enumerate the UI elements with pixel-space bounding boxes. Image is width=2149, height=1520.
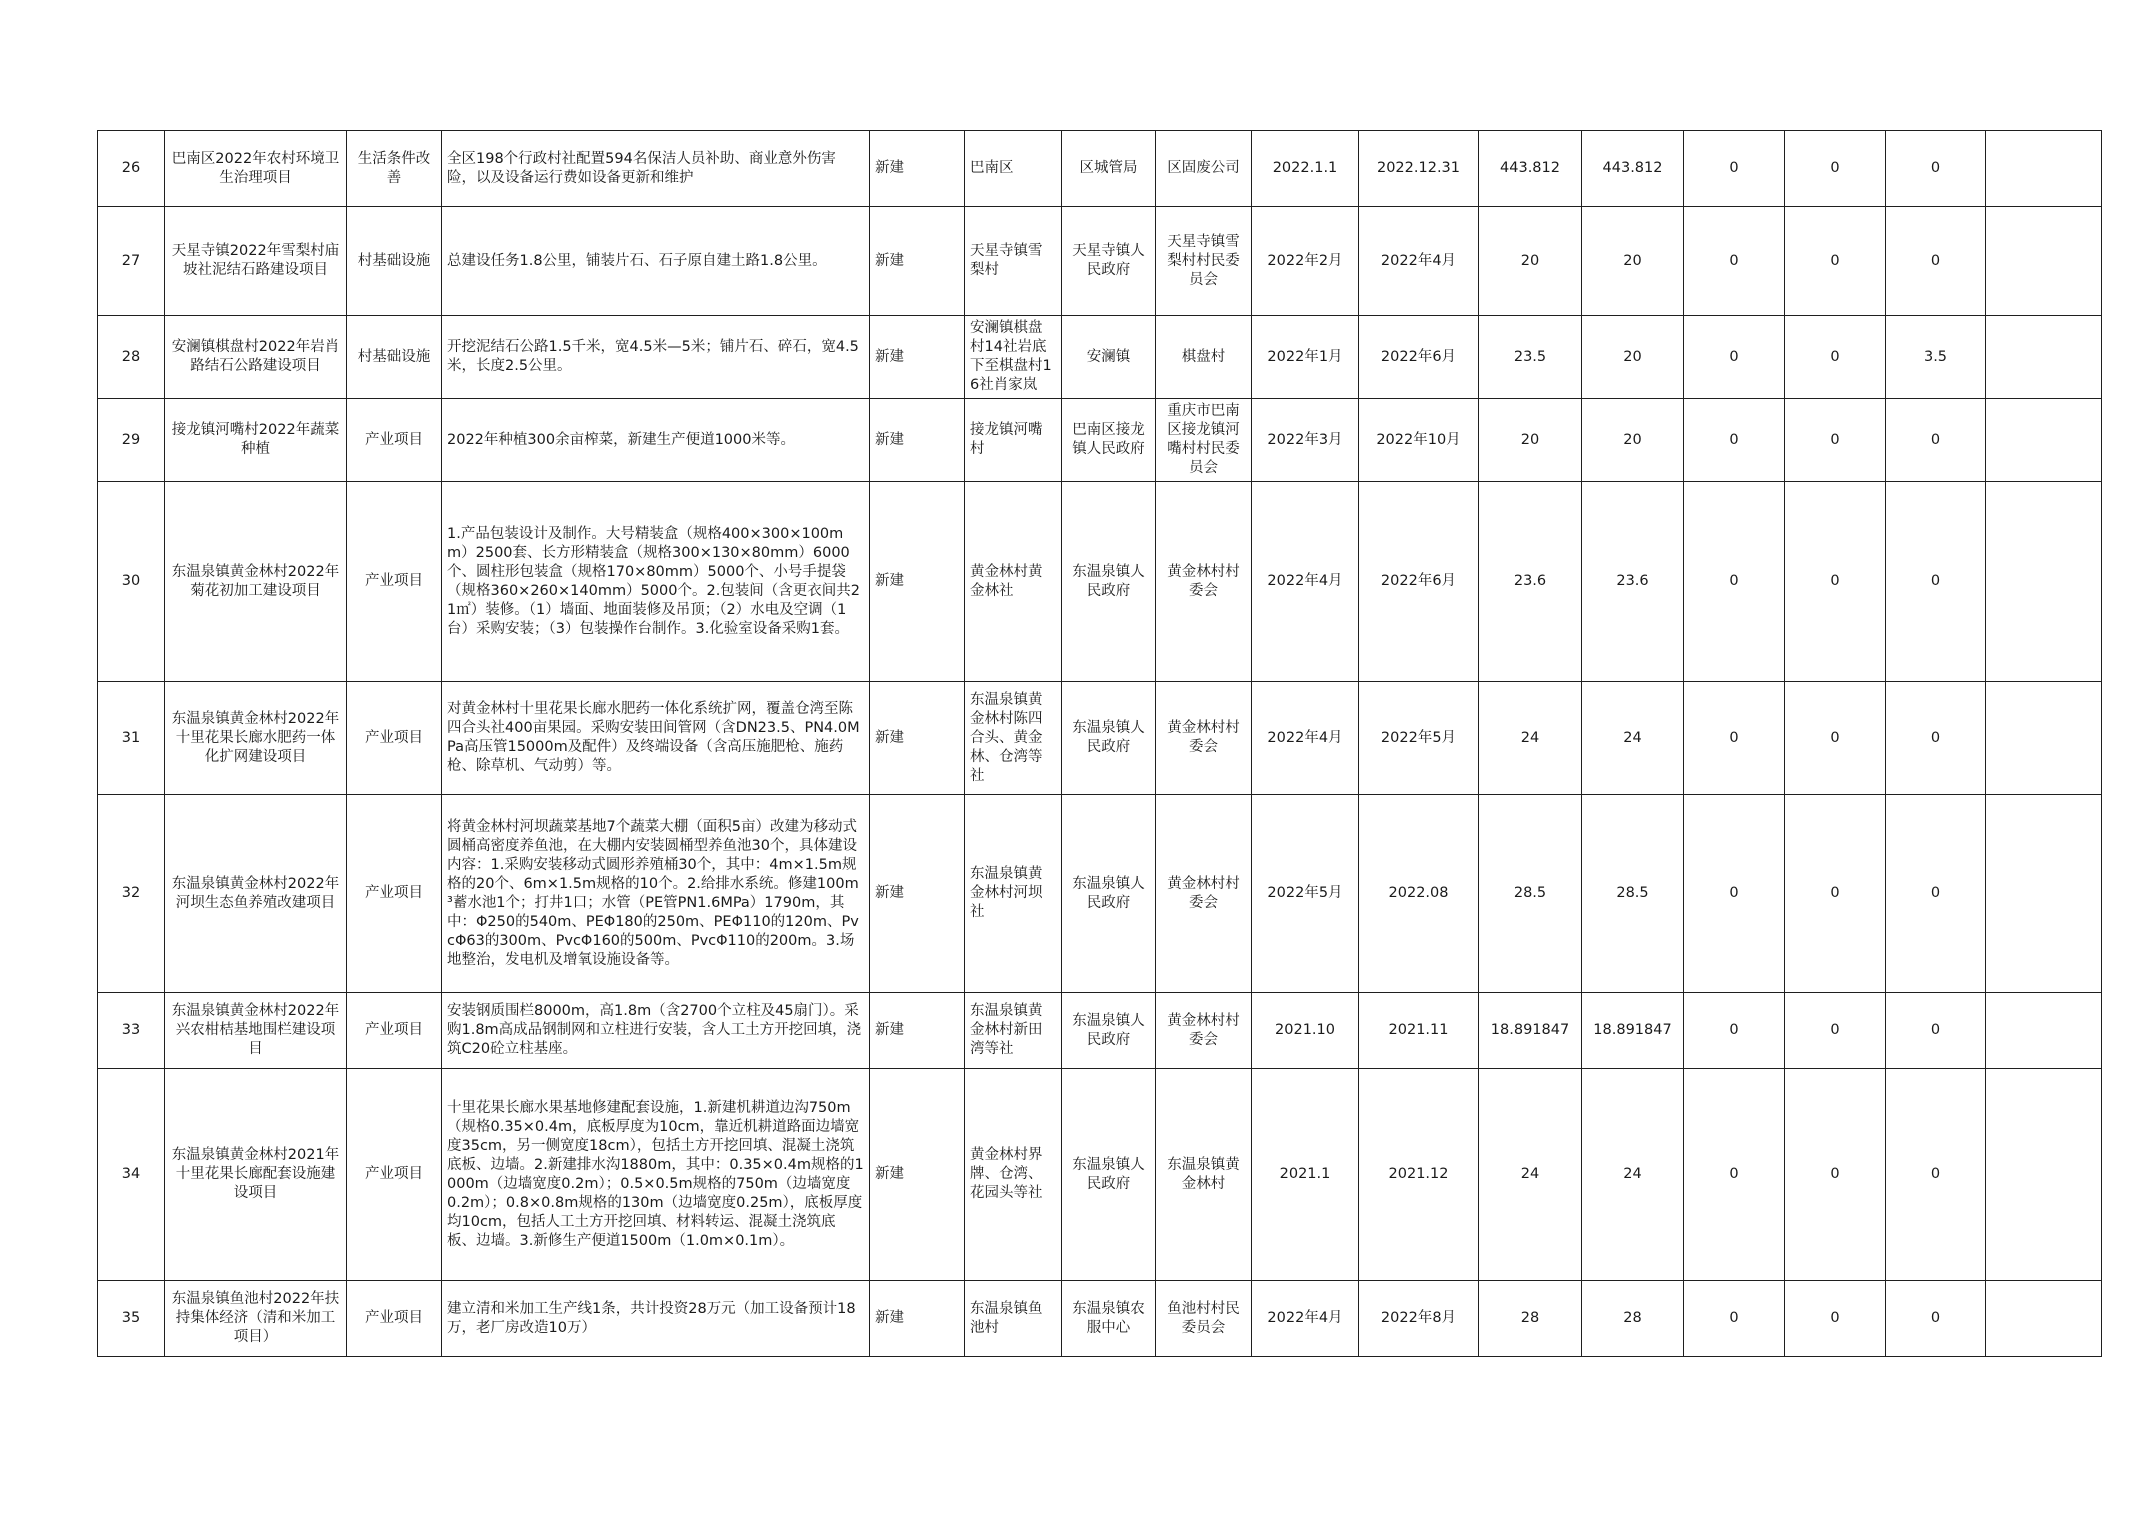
construction-content: 对黄金林村十里花果长廊水肥药一体化系统扩网，覆盖仓湾至陈四合头社400亩果园。采购安装田间管网（含DN23.5、PN4.0MPa高压管15000m及配件）及终端设备（含高压施肥枪、施药枪、除草机、气动剪）等。 <box>442 682 870 795</box>
project-name: 东温泉镇黄金林村2022年河坝生态鱼养殖改建项目 <box>165 795 347 993</box>
row-number: 26 <box>98 131 165 207</box>
responsible-department: 东温泉镇农服中心 <box>1062 1281 1156 1357</box>
table-row <box>98 795 2102 993</box>
total-investment: 443.812 <box>1479 131 1582 207</box>
construction-content: 开挖泥结石公路1.5千米，宽4.5米—5米；铺片石、碎石，宽4.5米，长度2.5公里。 <box>442 316 870 399</box>
end-date: 2022年6月 <box>1359 316 1479 399</box>
project-name: 巴南区2022年农村环境卫生治理项目 <box>165 131 347 207</box>
total-investment: 18.891847 <box>1479 993 1582 1069</box>
end-date: 2022.12.31 <box>1359 131 1479 207</box>
fund-col-c: 0 <box>1886 993 1986 1069</box>
responsible-department: 东温泉镇人民政府 <box>1062 682 1156 795</box>
project-location: 东温泉镇鱼池村 <box>965 1281 1062 1357</box>
start-date: 2022年2月 <box>1252 207 1359 316</box>
fund-col-b: 0 <box>1785 316 1886 399</box>
fund-col-a: 0 <box>1684 1069 1785 1281</box>
responsible-department: 东温泉镇人民政府 <box>1062 482 1156 682</box>
fund-amount: 20 <box>1582 207 1684 316</box>
responsible-department: 安澜镇 <box>1062 316 1156 399</box>
project-name: 天星寺镇2022年雪梨村庙坡社泥结石路建设项目 <box>165 207 347 316</box>
table-row <box>98 131 2102 207</box>
start-date: 2022年4月 <box>1252 1281 1359 1357</box>
table-row <box>98 207 2102 316</box>
fund-col-c: 0 <box>1886 131 1986 207</box>
project-category: 产业项目 <box>347 682 442 795</box>
implementing-unit: 天星寺镇雪梨村村民委员会 <box>1156 207 1252 316</box>
remarks-cell <box>1986 399 2102 482</box>
responsible-department: 巴南区接龙镇人民政府 <box>1062 399 1156 482</box>
table-row <box>98 482 2102 682</box>
row-number: 29 <box>98 399 165 482</box>
fund-amount: 28.5 <box>1582 795 1684 993</box>
project-category: 产业项目 <box>347 399 442 482</box>
construction-type: 新建 <box>870 1281 965 1357</box>
table-row <box>98 399 2102 482</box>
project-category: 产业项目 <box>347 482 442 682</box>
start-date: 2022年5月 <box>1252 795 1359 993</box>
construction-content: 1.产品包装设计及制作。大号精装盒（规格400×300×100mm）2500套、长方形精装盒（规格300×130×80mm）6000个、圆柱形包装盒（规格170×80mm）5000个、小号手提袋（规格360×260×140mm）5000个。2.包装间（含更衣间共21㎡）装修。（1）墙面、地面装修及吊顶；（2）水电及空调（1台）采购安装；（3）包装操作台制作。3.化验室设备采购1套。 <box>442 482 870 682</box>
construction-content: 将黄金林村河坝蔬菜基地7个蔬菜大棚（面积5亩）改建为移动式圆桶高密度养鱼池，在大棚内安装圆桶型养鱼池30个，具体建设内容：1.采购安装移动式圆形养殖桶30个，其中：4m×1.5m规格的20个、6m×1.5m规格的10个。2.给排水系统。修建100m³蓄水池1个；打井1口；水管（PE管PN1.6MPa）1790m，其中：Φ250的540m、PEΦ180的250m、PEΦ110的120m、PvcΦ63的300m、PvcΦ160的500m、PvcΦ110的200m。3.场地整治，发电机及增氧设施设备等。 <box>442 795 870 993</box>
total-investment: 24 <box>1479 1069 1582 1281</box>
project-name: 东温泉镇黄金林村2022年菊花初加工建设项目 <box>165 482 347 682</box>
project-name: 东温泉镇黄金林村2021年十里花果长廊配套设施建设项目 <box>165 1069 347 1281</box>
row-number: 32 <box>98 795 165 993</box>
total-investment: 28 <box>1479 1281 1582 1357</box>
remarks-cell <box>1986 1069 2102 1281</box>
row-number: 33 <box>98 993 165 1069</box>
remarks-cell <box>1986 795 2102 993</box>
fund-col-c: 0 <box>1886 682 1986 795</box>
end-date: 2022.08 <box>1359 795 1479 993</box>
fund-amount: 24 <box>1582 682 1684 795</box>
end-date: 2022年10月 <box>1359 399 1479 482</box>
fund-col-c: 0 <box>1886 482 1986 682</box>
fund-col-b: 0 <box>1785 1281 1886 1357</box>
table-row <box>98 1069 2102 1281</box>
fund-col-b: 0 <box>1785 993 1886 1069</box>
construction-content: 全区198个行政村社配置594名保洁人员补助、商业意外伤害险，以及设备运行费如设备更新和维护 <box>442 131 870 207</box>
fund-amount: 20 <box>1582 399 1684 482</box>
fund-col-b: 0 <box>1785 399 1886 482</box>
fund-col-c: 0 <box>1886 795 1986 993</box>
end-date: 2021.11 <box>1359 993 1479 1069</box>
fund-col-b: 0 <box>1785 1069 1886 1281</box>
project-location: 天星寺镇雪梨村 <box>965 207 1062 316</box>
responsible-department: 天星寺镇人民政府 <box>1062 207 1156 316</box>
fund-col-a: 0 <box>1684 207 1785 316</box>
construction-content: 总建设任务1.8公里，铺装片石、石子原自建土路1.8公里。 <box>442 207 870 316</box>
start-date: 2022年1月 <box>1252 316 1359 399</box>
project-name: 接龙镇河嘴村2022年蔬菜种植 <box>165 399 347 482</box>
project-location: 黄金林村界牌、仓湾、花园头等社 <box>965 1069 1062 1281</box>
project-name: 安澜镇棋盘村2022年岩肖路结石公路建设项目 <box>165 316 347 399</box>
construction-content: 建立清和米加工生产线1条，共计投资28万元（加工设备预计18万，老厂房改造10万） <box>442 1281 870 1357</box>
row-number: 31 <box>98 682 165 795</box>
remarks-cell <box>1986 682 2102 795</box>
project-location: 东温泉镇黄金林村陈四合头、黄金林、仓湾等社 <box>965 682 1062 795</box>
project-location: 安澜镇棋盘村14社岩底下至棋盘村16社肖家岚 <box>965 316 1062 399</box>
end-date: 2022年6月 <box>1359 482 1479 682</box>
start-date: 2022年3月 <box>1252 399 1359 482</box>
project-category: 产业项目 <box>347 1069 442 1281</box>
fund-col-a: 0 <box>1684 316 1785 399</box>
fund-col-b: 0 <box>1785 682 1886 795</box>
row-number: 34 <box>98 1069 165 1281</box>
total-investment: 24 <box>1479 682 1582 795</box>
fund-amount: 23.6 <box>1582 482 1684 682</box>
table-row <box>98 682 2102 795</box>
fund-col-c: 0 <box>1886 1281 1986 1357</box>
fund-amount: 24 <box>1582 1069 1684 1281</box>
implementing-unit: 重庆市巴南区接龙镇河嘴村村民委员会 <box>1156 399 1252 482</box>
fund-col-c: 0 <box>1886 207 1986 316</box>
project-name: 东温泉镇鱼池村2022年扶持集体经济（清和米加工项目） <box>165 1281 347 1357</box>
end-date: 2021.12 <box>1359 1069 1479 1281</box>
responsible-department: 东温泉镇人民政府 <box>1062 795 1156 993</box>
fund-col-c: 3.5 <box>1886 316 1986 399</box>
end-date: 2022年8月 <box>1359 1281 1479 1357</box>
fund-col-a: 0 <box>1684 795 1785 993</box>
construction-type: 新建 <box>870 1069 965 1281</box>
fund-col-a: 0 <box>1684 482 1785 682</box>
table-row <box>98 1281 2102 1357</box>
construction-type: 新建 <box>870 207 965 316</box>
construction-type: 新建 <box>870 399 965 482</box>
project-location: 接龙镇河嘴村 <box>965 399 1062 482</box>
fund-col-b: 0 <box>1785 795 1886 993</box>
fund-col-c: 0 <box>1886 399 1986 482</box>
total-investment: 20 <box>1479 399 1582 482</box>
fund-amount: 28 <box>1582 1281 1684 1357</box>
implementing-unit: 鱼池村村民委员会 <box>1156 1281 1252 1357</box>
fund-col-a: 0 <box>1684 993 1785 1069</box>
implementing-unit: 区固废公司 <box>1156 131 1252 207</box>
implementing-unit: 黄金林村村委会 <box>1156 682 1252 795</box>
fund-col-b: 0 <box>1785 207 1886 316</box>
implementing-unit: 黄金林村村委会 <box>1156 795 1252 993</box>
project-location: 黄金林村黄金林社 <box>965 482 1062 682</box>
remarks-cell <box>1986 1281 2102 1357</box>
project-category: 村基础设施 <box>347 316 442 399</box>
remarks-cell <box>1986 131 2102 207</box>
construction-type: 新建 <box>870 131 965 207</box>
start-date: 2021.1 <box>1252 1069 1359 1281</box>
fund-amount: 20 <box>1582 316 1684 399</box>
project-location: 巴南区 <box>965 131 1062 207</box>
responsible-department: 东温泉镇人民政府 <box>1062 993 1156 1069</box>
project-table <box>97 130 2102 1357</box>
start-date: 2021.10 <box>1252 993 1359 1069</box>
fund-col-a: 0 <box>1684 682 1785 795</box>
table-row <box>98 316 2102 399</box>
construction-type: 新建 <box>870 316 965 399</box>
construction-type: 新建 <box>870 482 965 682</box>
fund-col-c: 0 <box>1886 1069 1986 1281</box>
total-investment: 23.5 <box>1479 316 1582 399</box>
end-date: 2022年5月 <box>1359 682 1479 795</box>
construction-type: 新建 <box>870 993 965 1069</box>
construction-content: 安装钢质围栏8000m，高1.8m（含2700个立柱及45扇门）。采购1.8m高成品钢制网和立柱进行安装，含人工土方开挖回填，浇筑C20砼立柱基座。 <box>442 993 870 1069</box>
implementing-unit: 黄金林村村委会 <box>1156 482 1252 682</box>
project-category: 产业项目 <box>347 1281 442 1357</box>
construction-content: 2022年种植300余亩榨菜，新建生产便道1000米等。 <box>442 399 870 482</box>
implementing-unit: 黄金林村村委会 <box>1156 993 1252 1069</box>
fund-col-b: 0 <box>1785 482 1886 682</box>
total-investment: 28.5 <box>1479 795 1582 993</box>
start-date: 2022年4月 <box>1252 682 1359 795</box>
responsible-department: 区城管局 <box>1062 131 1156 207</box>
total-investment: 23.6 <box>1479 482 1582 682</box>
row-number: 35 <box>98 1281 165 1357</box>
fund-col-a: 0 <box>1684 1281 1785 1357</box>
row-number: 30 <box>98 482 165 682</box>
start-date: 2022年4月 <box>1252 482 1359 682</box>
fund-amount: 443.812 <box>1582 131 1684 207</box>
fund-amount: 18.891847 <box>1582 993 1684 1069</box>
project-category: 产业项目 <box>347 795 442 993</box>
remarks-cell <box>1986 993 2102 1069</box>
table-row <box>98 993 2102 1069</box>
end-date: 2022年4月 <box>1359 207 1479 316</box>
construction-content: 十里花果长廊水果基地修建配套设施，1.新建机耕道边沟750m（规格0.35×0.4m，底板厚度为10cm，靠近机耕道路面边墙宽度35cm，另一侧宽度18cm），包括土方开挖回填、混凝土浇筑底板、边墙。2.新建排水沟1880m，其中：0.35×0.4m规格的1000m（边墙宽度0.2m）；0.5×0.5m规格的750m（边墙宽度0.2m）；0.8×0.8m规格的130m（边墙宽度0.25m），底板厚度均10cm，包括人工土方开挖回填、材料转运、混凝土浇筑底板、边墙。3.新修生产便道1500m（1.0m×0.1m）。 <box>442 1069 870 1281</box>
remarks-cell <box>1986 207 2102 316</box>
implementing-unit: 东温泉镇黄金林村 <box>1156 1069 1252 1281</box>
project-category: 村基础设施 <box>347 207 442 316</box>
fund-col-b: 0 <box>1785 131 1886 207</box>
fund-col-a: 0 <box>1684 399 1785 482</box>
project-name: 东温泉镇黄金林村2022年兴农柑桔基地围栏建设项目 <box>165 993 347 1069</box>
construction-type: 新建 <box>870 795 965 993</box>
responsible-department: 东温泉镇人民政府 <box>1062 1069 1156 1281</box>
construction-type: 新建 <box>870 682 965 795</box>
project-category: 产业项目 <box>347 993 442 1069</box>
project-location: 东温泉镇黄金林村河坝社 <box>965 795 1062 993</box>
project-name: 东温泉镇黄金林村2022年十里花果长廊水肥药一体化扩网建设项目 <box>165 682 347 795</box>
implementing-unit: 棋盘村 <box>1156 316 1252 399</box>
remarks-cell <box>1986 482 2102 682</box>
row-number: 27 <box>98 207 165 316</box>
project-category: 生活条件改善 <box>347 131 442 207</box>
row-number: 28 <box>98 316 165 399</box>
remarks-cell <box>1986 316 2102 399</box>
table-body <box>98 131 2102 1357</box>
project-location: 东温泉镇黄金林村新田湾等社 <box>965 993 1062 1069</box>
total-investment: 20 <box>1479 207 1582 316</box>
start-date: 2022.1.1 <box>1252 131 1359 207</box>
fund-col-a: 0 <box>1684 131 1785 207</box>
